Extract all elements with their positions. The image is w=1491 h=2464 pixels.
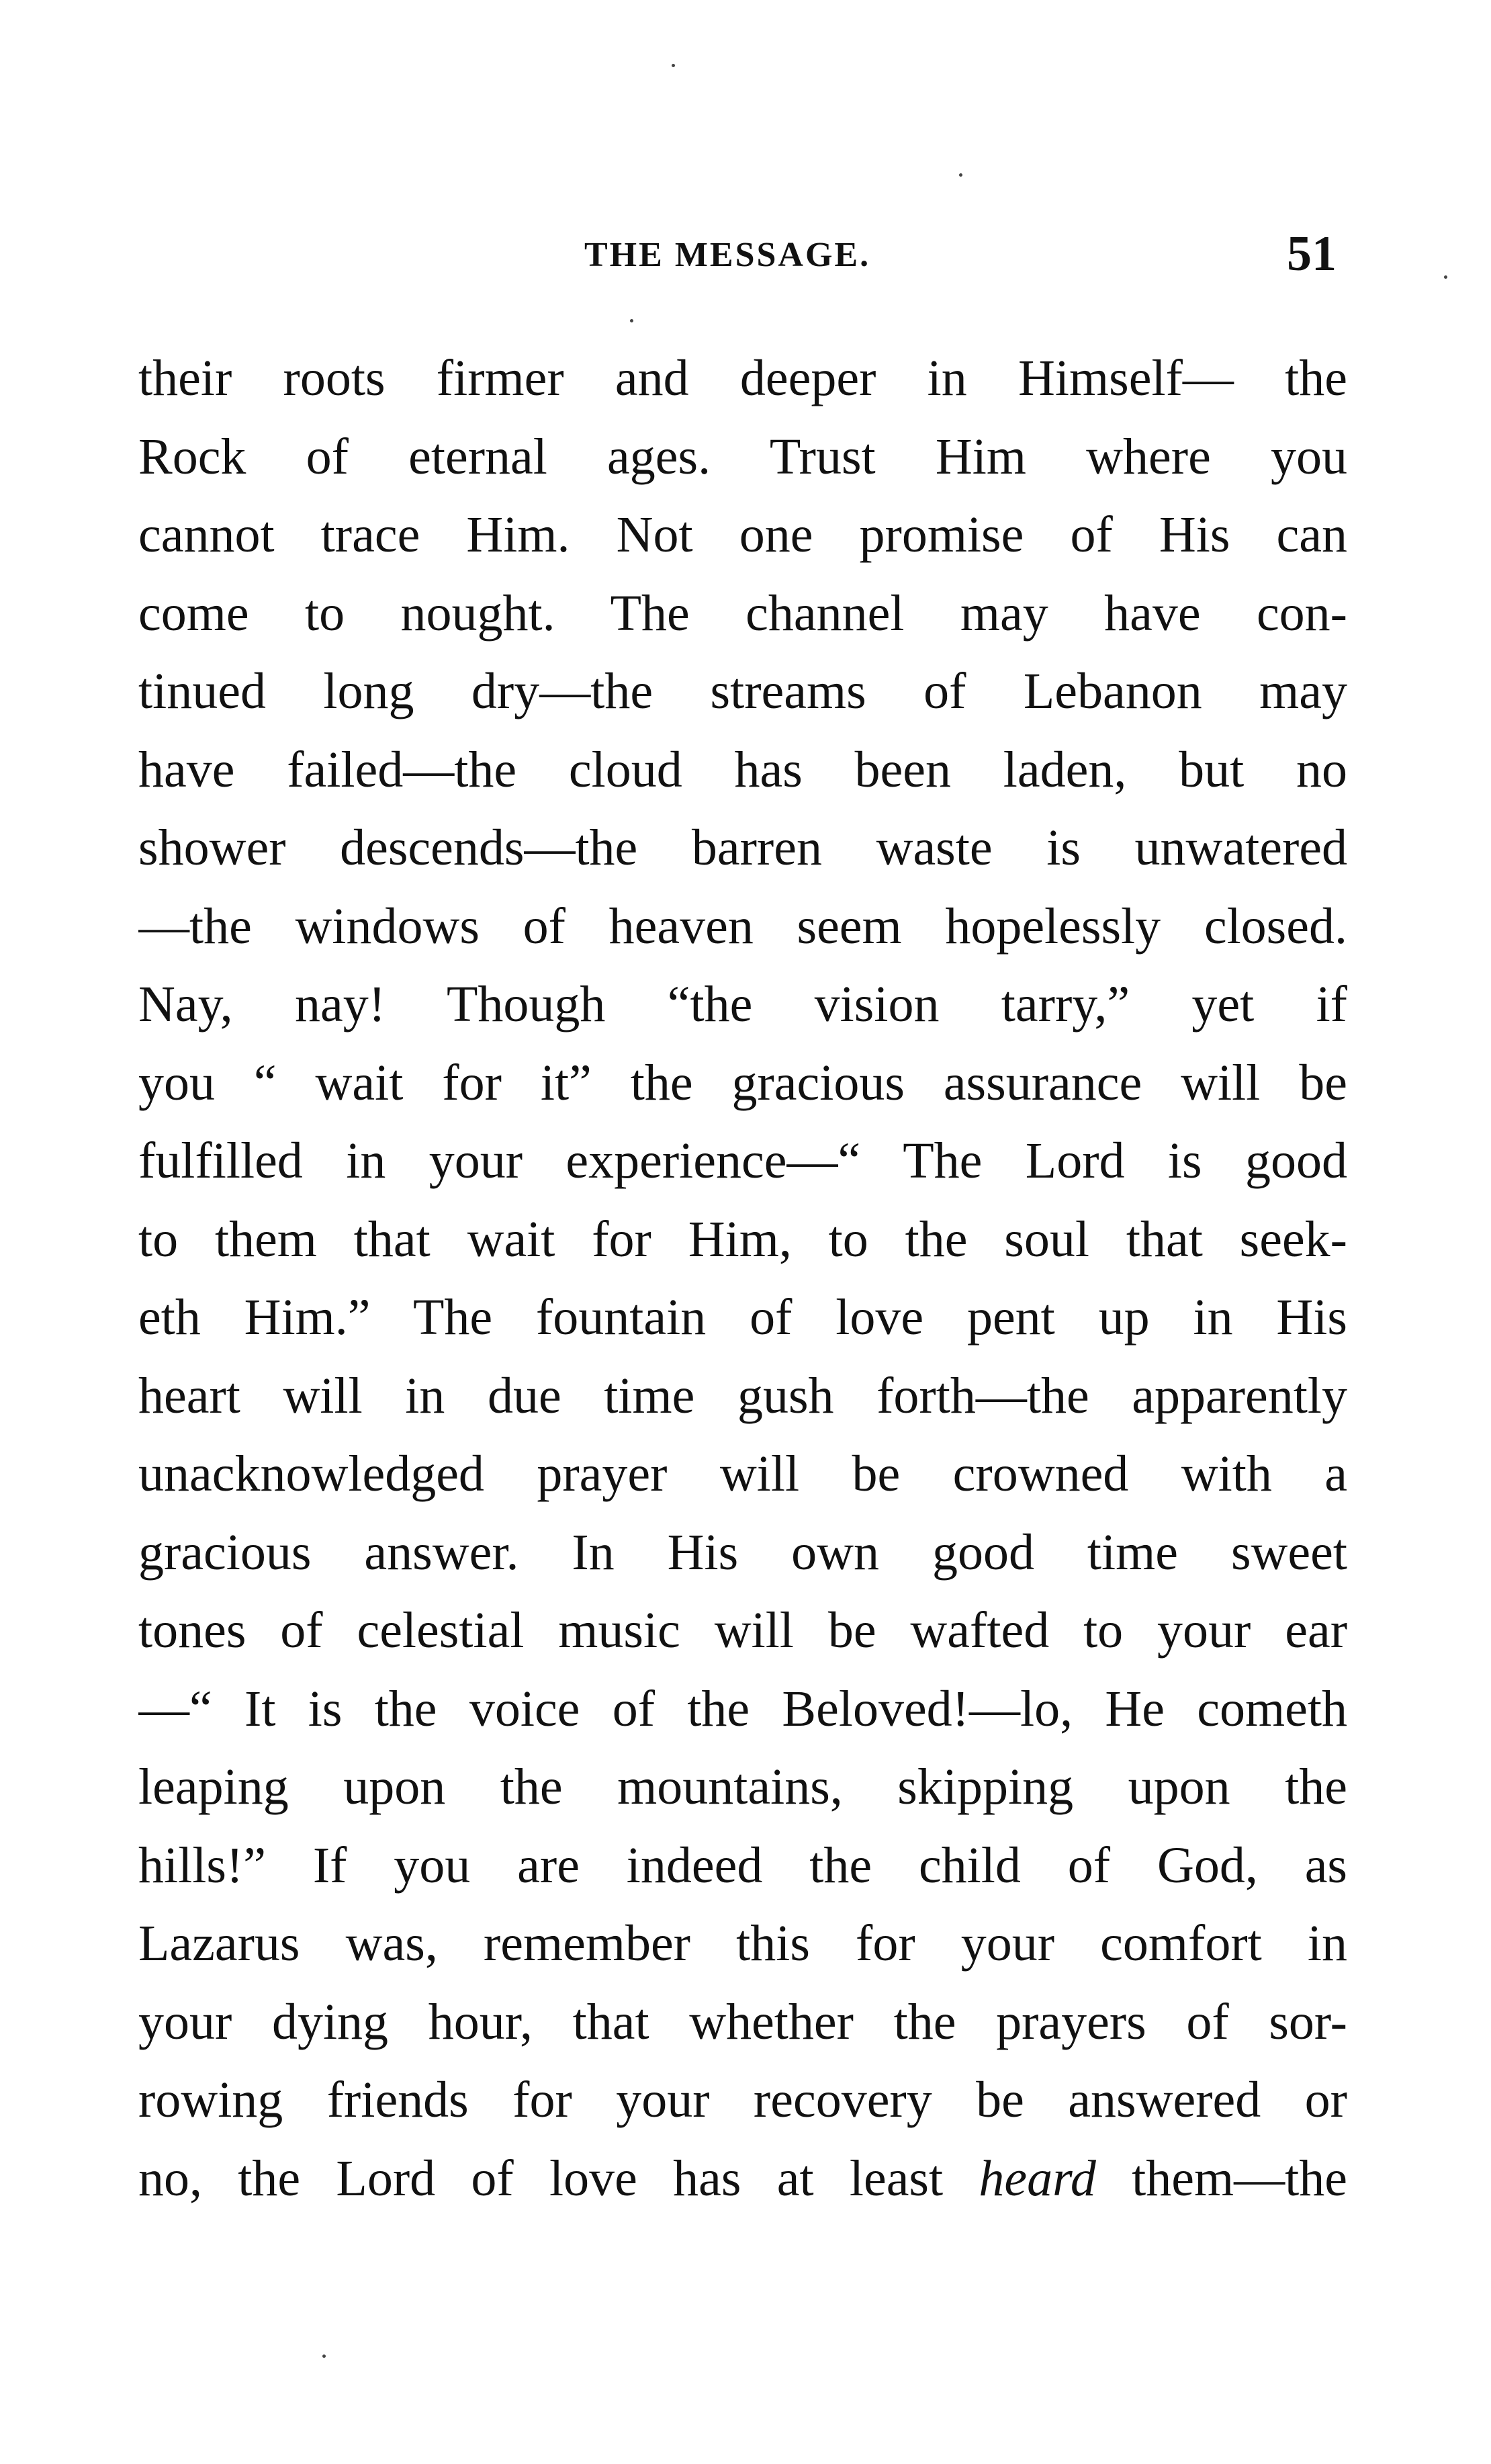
text-line: —the windows of heaven seem hopelessly closed. xyxy=(138,897,1347,955)
text-line: eth Him.” The fountain of love pent up in His xyxy=(138,1289,1347,1346)
text-line: your dying hour, that whether the prayers of sor- xyxy=(138,1993,1347,2050)
text-line: Lazarus was, remember this for your comfort in xyxy=(138,1915,1347,1972)
text-segment: no, the Lord of love has at least xyxy=(138,2150,979,2207)
speck-mark xyxy=(672,64,675,67)
text-line: unacknowledged prayer will be crowned with a xyxy=(138,1446,1347,1502)
text-line: Nay, nay! Though “the vision tarry,” yet if xyxy=(138,976,1347,1032)
speck-mark xyxy=(322,2355,326,2358)
text-line: cannot trace Him. Not one promise of His can xyxy=(138,507,1347,563)
italic-word: heard xyxy=(979,2150,1096,2207)
text-line: tinued long dry—the streams of Lebanon may xyxy=(138,663,1347,719)
text-line: you “ wait for it” the gracious assurance will be xyxy=(138,1054,1347,1111)
text-line: have failed—the cloud has been laden, but no xyxy=(138,741,1347,798)
text-line: their roots firmer and deeper in Himself— the xyxy=(138,350,1347,406)
text-line: tones of celestial music will be wafted to your ear xyxy=(138,1602,1347,1659)
text-line: fulfilled in your experience—“ The Lord is good xyxy=(138,1133,1347,1189)
text-line: heart will in due time gush forth—the apparently xyxy=(138,1367,1347,1424)
text-line: Rock of eternal ages. Trust Him where you xyxy=(138,428,1347,485)
running-head xyxy=(141,222,1350,289)
text-segment: them—the xyxy=(1095,2150,1347,2207)
text-line: come to nought. The channel may have con- xyxy=(138,584,1347,642)
text-line: —“ It is the voice of the Beloved!—lo, He cometh xyxy=(138,1680,1347,1737)
speck-mark xyxy=(959,173,962,177)
text-line: to them that wait for Him, to the soul that seek- xyxy=(138,1211,1347,1268)
running-head-title: THE MESSAGE. xyxy=(584,236,871,274)
page-number: 51 xyxy=(1287,226,1337,281)
body-text xyxy=(138,339,1347,2217)
text-line: shower descends—the barren waste is unwatered xyxy=(138,820,1347,876)
text-line: leaping upon the mountains, skipping upon the xyxy=(138,1759,1347,1815)
speck-mark xyxy=(1444,275,1447,279)
text-line-last xyxy=(138,2140,1347,2218)
text-line: hills!” If you are indeed the child of God, as xyxy=(138,1837,1347,1894)
text-line: gracious answer. In His own good time sweet xyxy=(138,1524,1347,1581)
text-line: rowing friends for your recovery be answered or xyxy=(138,2072,1347,2128)
speck-mark xyxy=(630,319,633,322)
